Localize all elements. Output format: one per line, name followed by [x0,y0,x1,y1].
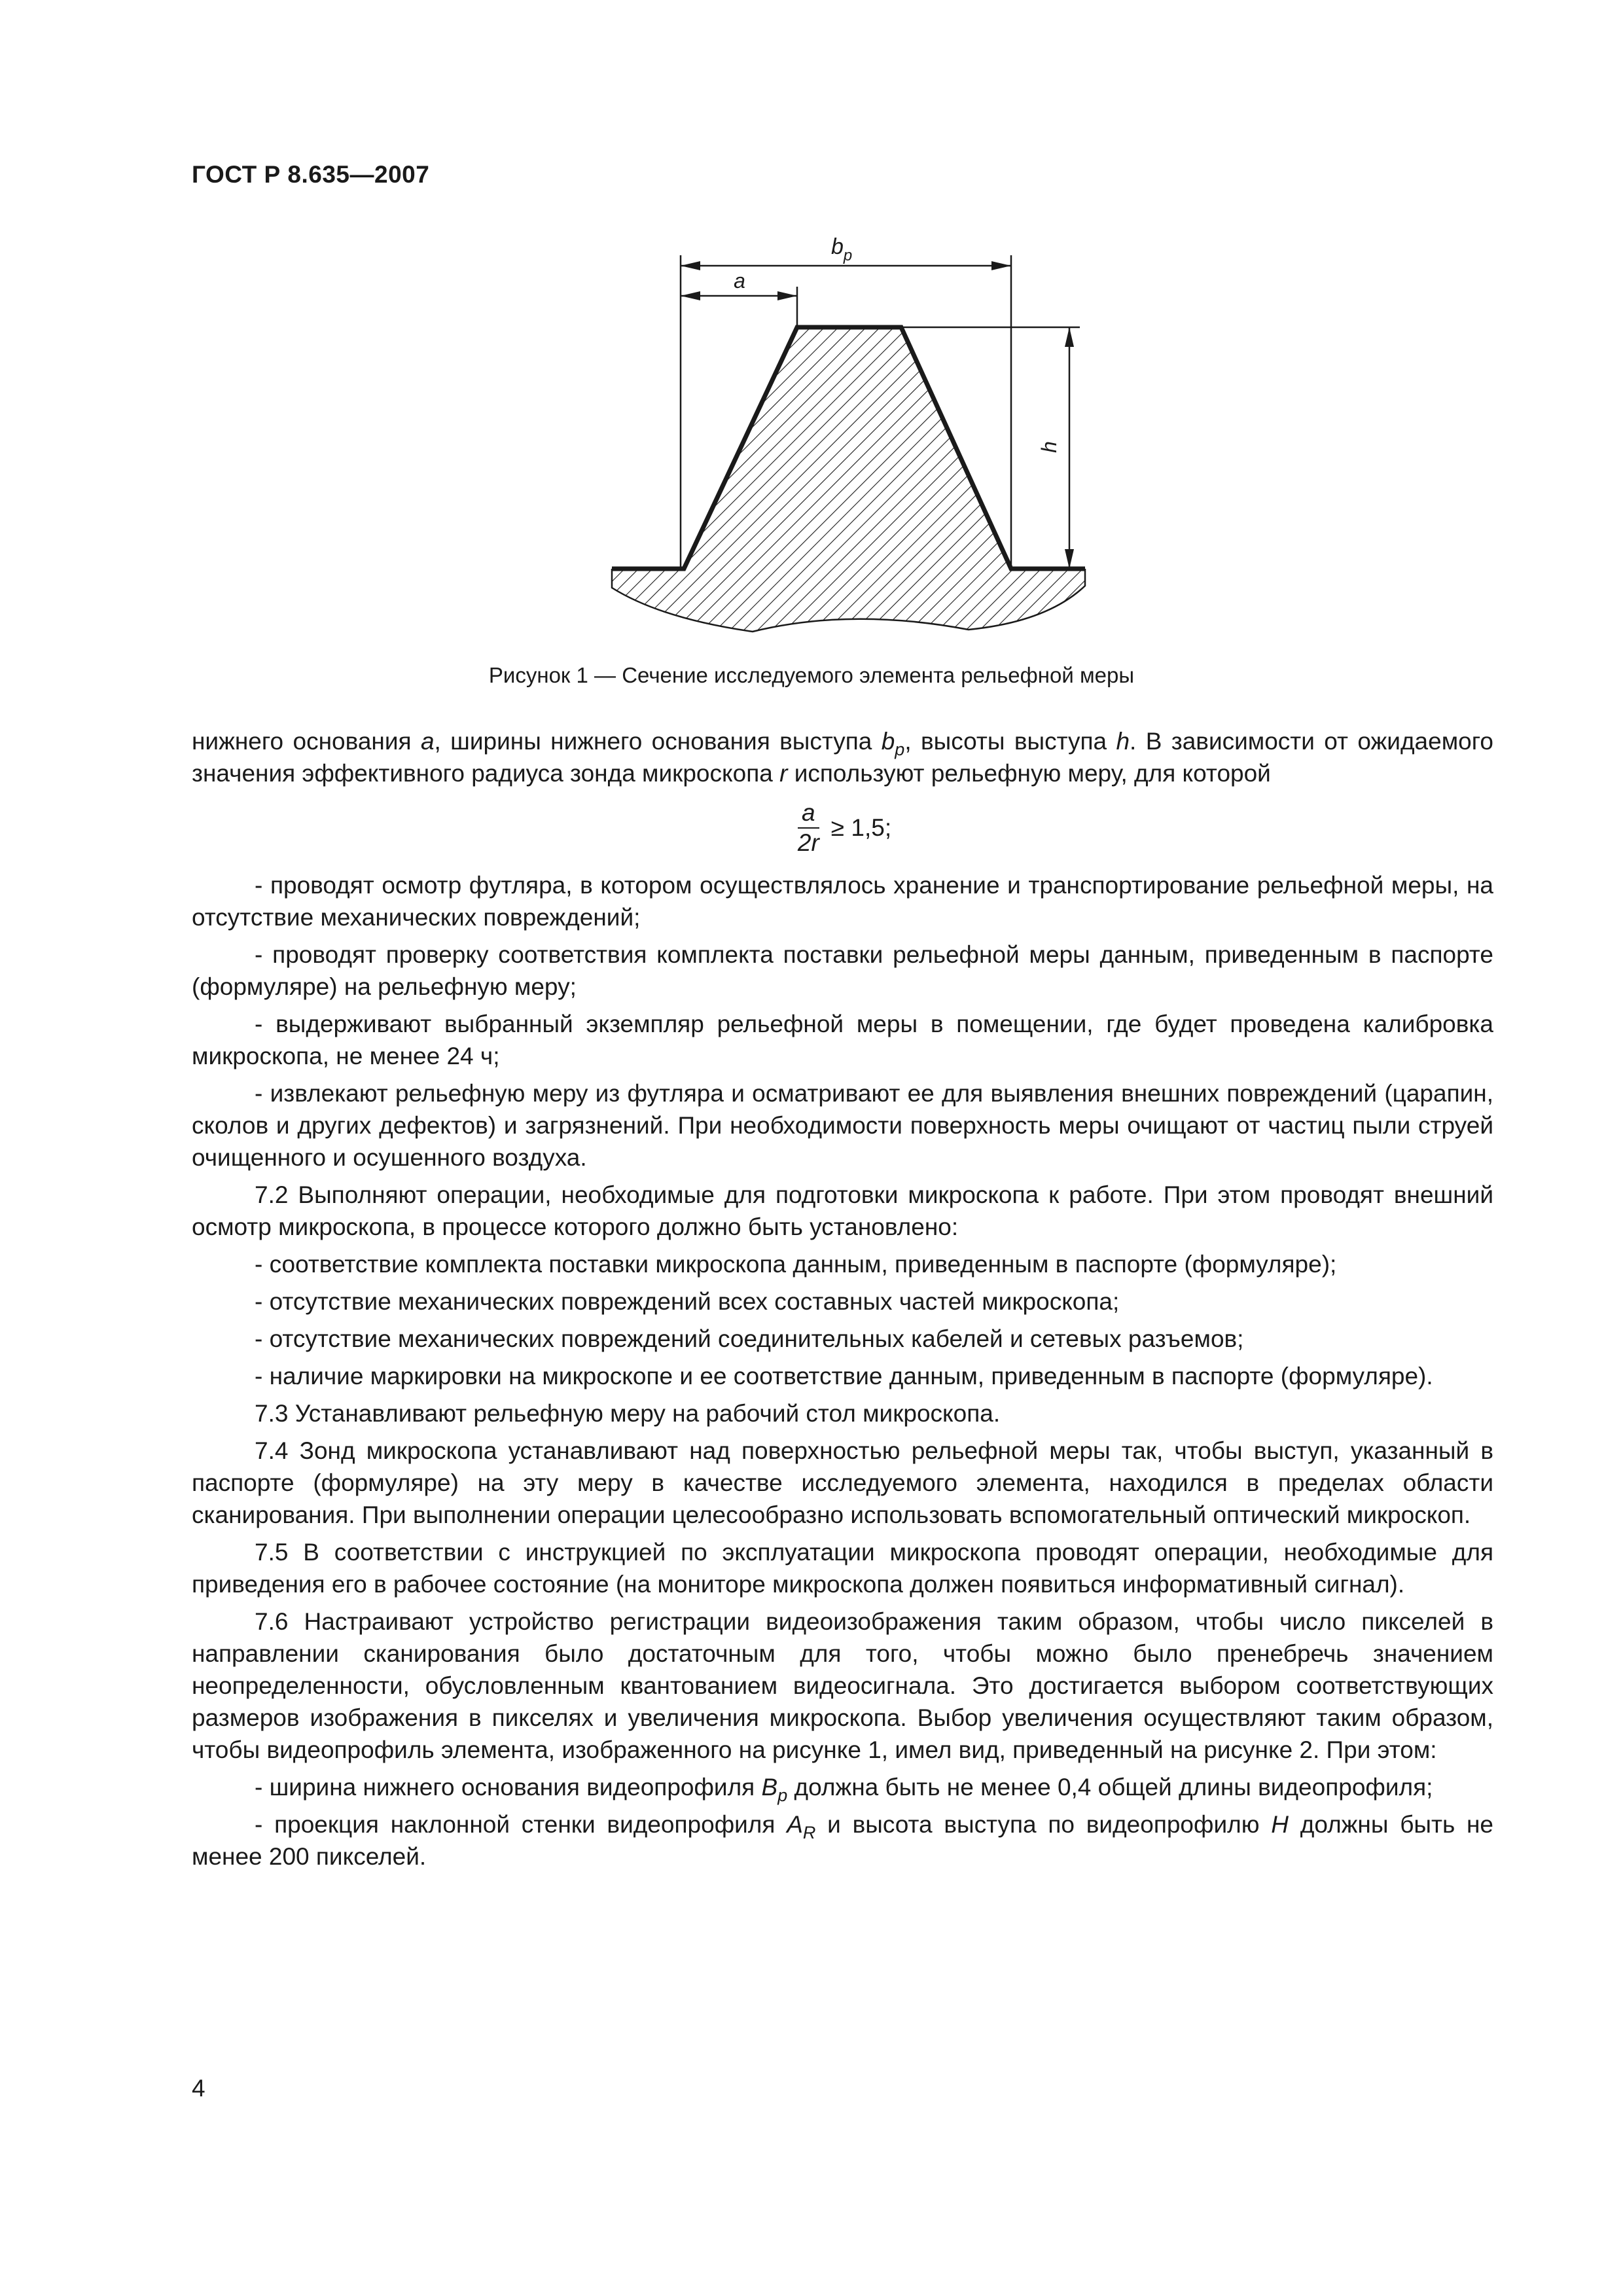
list-item-bp: - ширина нижнего основания видеопрофиля $B_p$ должна быть не менее 0,4 общей длины видеопрофиля; [255,1774,1433,1805]
formula-numerator: a [798,798,819,829]
arrow-a-right [777,291,797,300]
hatched-body [612,327,1085,632]
clause-7-6: 7.6 Настраивают устройство регистрации видеоизображения таким образом, чтобы число пикселей в направлении сканирования было достаточным для того, чтобы можно было пренебречь значением неопределенности, обусловленным квантованием видеосигнала. Это достигается выбором соответствующих размеров изображения в пикселях и увеличения микроскопа. Выбор увеличения осуществляют таким образом, чтобы видеопрофиль элемента, изображенного на рисунке 1, имел вид, приведенный на рисунке 2. При этом: [192,1608,1493,1763]
page-number: 4 [192,2075,205,2102]
arrow-bp-left [681,261,700,270]
label-h: h [1037,441,1061,453]
label-a: a [734,269,745,293]
list-item: - выдерживают выбранный экземпляр рельефной меры в помещении, где будет проведена калибровка микроскопа, не менее 24 ч; [192,1011,1493,1069]
arrow-bp-right [991,261,1011,270]
list-item: - извлекают рельефную меру из футляра и осматривают ее для выявления внешних повреждений (царапин, сколов и других дефектов) и загрязнений. При необходимости поверхность меры очищают от частиц пыли струей очищенного и осушенного воздуха. [192,1080,1493,1171]
list-item: - наличие маркировки на микроскопе и ее соответствие данным, приведенным в паспорте (формуляре). [255,1363,1433,1390]
profile-diagram [589,229,1099,648]
arrow-h-top [1065,327,1074,347]
figure-caption: Рисунок 1 — Сечение исследуемого элемента рельефной меры [488,663,1135,687]
document-header: ГОСТ Р 8.635—2007 [192,161,430,188]
list-item: - проводят осмотр футляра, в котором осуществлялось хранение и транспортирование рельефной меры, на отсутствие механических повреждений; [192,872,1493,931]
arrow-h-bottom [1065,549,1074,569]
list-item: - проводят проверку соответствия комплекта поставки рельефной меры данным, приведенным в паспорте (формуляре) на рельефную меру; [192,941,1493,1000]
body-text [192,725,1493,1878]
formula-denominator: 2r [797,829,819,856]
label-bp: $b_p$ [831,234,853,264]
formula [192,798,1493,857]
clause-7-4: 7.4 Зонд микроскопа устанавливают над поверхностью рельефной меры так, чтобы выступ, указанный в паспорте (формуляре) на эту меру в качестве исследуемого элемента, находился в пределах области сканирования. При выполнении операции целесообразно использовать вспомогательный оптический микроскоп. [192,1437,1493,1528]
clause-7-5: 7.5 В соответствии с инструкцией по эксплуатации микроскопа проводят операции, необходимые для приведения его в рабочее состояние (на мониторе микроскопа должен появиться информативный сигнал). [192,1539,1493,1598]
intro-paragraph: нижнего основания a, ширины нижнего основания выступа $b_p$, высоты выступа h. В зависимости от ожидаемого значения эффективного радиуса зонда микроскопа r используют рельефную меру, для которой [192,728,1493,787]
list-item-ar: - проекция наклонной стенки видеопрофиля $A_R$ и высота выступа по видеопрофилю H должны быть не менее 200 пикселей. [192,1811,1493,1870]
clause-7-2: 7.2 Выполняют операции, необходимые для подготовки микроскопа к работе. При этом проводят внешний осмотр микроскопа, в процессе которого должно быть установлено: [192,1181,1493,1240]
list-item: - соответствие комплекта поставки микроскопа данным, приведенным в паспорте (формуляре); [255,1251,1337,1278]
list-item: - отсутствие механических повреждений соединительных кабелей и сетевых разъемов; [255,1325,1244,1352]
formula-rhs: ≥ 1,5; [830,814,892,841]
formula-fraction [794,798,823,857]
figure-1-profile-cross-section [589,229,1099,648]
clause-7-3: 7.3 Устанавливают рельефную меру на рабочий стол микроскопа. [255,1400,1001,1427]
list-item: - отсутствие механических повреждений всех составных частей микроскопа; [255,1288,1120,1315]
arrow-a-left [681,291,700,300]
